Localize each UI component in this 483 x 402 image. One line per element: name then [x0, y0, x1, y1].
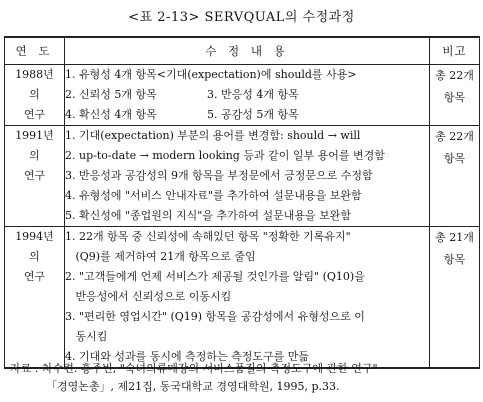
content-line: 2. up-to-date → modern looking 등과 같이 일부 용어를 변경함 [65, 149, 385, 162]
content-cell [65, 126, 430, 227]
note-unit: 항목 [443, 91, 466, 104]
content-line: 4. 기대와 성과를 동시에 측정하는 측정도구를 만듦 [65, 350, 309, 363]
content-pair-left: 4. 확신성 4개 항목 [65, 108, 157, 121]
source-line-2: 「경영논총」, 제21집, 동국대학교 경영대학원, 1995, p.33. [46, 380, 340, 393]
content-pair-right: 3. 반응성 4개 항목 [207, 88, 299, 101]
content-pair [65, 85, 429, 105]
note-unit: 항목 [443, 152, 466, 165]
content-line: 반응성에서 신뢰성으로 이동시킴 [65, 290, 232, 303]
servqual-revision-table [4, 36, 480, 369]
content-line: 1. 22개 항목 중 신뢰성에 속해있던 항목 "정확한 기록유지" [65, 230, 351, 243]
year-label: 1988년 [15, 68, 54, 81]
table-header-row [5, 37, 480, 65]
content-line: 5. 확신성에 "종업원의 지식"을 추가하여 설문내용을 보완함 [65, 209, 351, 222]
content-cell [65, 65, 430, 126]
year-study: 연구 [23, 108, 46, 121]
year-suffix: 의 [29, 149, 40, 162]
header-year: 연 도 [5, 37, 65, 65]
note-total: 총 22개 [435, 69, 474, 82]
year-cell [5, 227, 65, 369]
note-total: 총 21개 [435, 231, 474, 244]
year-study: 연구 [23, 169, 46, 182]
content-line: 4. 유형성에 "서비스 안내자료"를 추가하여 설문내용을 보완함 [65, 189, 362, 202]
year-label: 1991년 [15, 129, 54, 142]
table-row-1994 [5, 227, 480, 369]
source-line-1: 자료 : 차수련. 홍주빈, "숙녀의류매장의 서비스품질의 측정도구에 관한 연구" [10, 362, 378, 375]
table-row-1988 [5, 65, 480, 126]
note-total: 총 22개 [435, 130, 474, 143]
year-cell [5, 126, 65, 227]
content-cell [65, 227, 430, 369]
year-study: 연구 [23, 270, 46, 283]
source-citation [10, 360, 480, 396]
content-line: 1. 유형성 4개 항목<기대(expectation)에 should를 사용> [65, 68, 357, 81]
table-row-1991 [5, 126, 480, 227]
content-pair [65, 105, 429, 125]
note-cell [430, 227, 480, 369]
year-label: 1994년 [15, 230, 54, 243]
note-cell [430, 65, 480, 126]
content-pair-left: 2. 신뢰성 5개 항목 [65, 88, 157, 101]
note-unit: 항목 [443, 253, 466, 266]
table-caption: <표 2-13> SERVQUAL의 수정과정 [128, 10, 355, 25]
content-line: 1. 기대(expectation) 부분의 용어를 변경함: should → will [65, 129, 361, 142]
header-note: 비고 [430, 37, 480, 65]
content-line: 3. "편리한 영업시간" (Q19) 항목을 공감성에서 유형성으로 이 [65, 310, 365, 323]
note-cell [430, 126, 480, 227]
content-line: 3. 반응성과 공감성의 9개 항목을 부정문에서 긍정문으로 수정함 [65, 169, 373, 182]
header-content: 수 정 내 용 [65, 37, 430, 65]
year-suffix: 의 [29, 88, 40, 101]
content-line: 2. "고객들에게 언제 서비스가 제공될 것인가를 알림" (Q10)을 [65, 270, 365, 283]
content-pair-right: 5. 공감성 5개 항목 [207, 108, 299, 121]
content-line: 동시킴 [65, 330, 108, 343]
year-cell [5, 65, 65, 126]
content-line: (Q9)를 제거하여 21개 항목으로 줄임 [65, 250, 256, 263]
year-suffix: 의 [29, 250, 40, 263]
